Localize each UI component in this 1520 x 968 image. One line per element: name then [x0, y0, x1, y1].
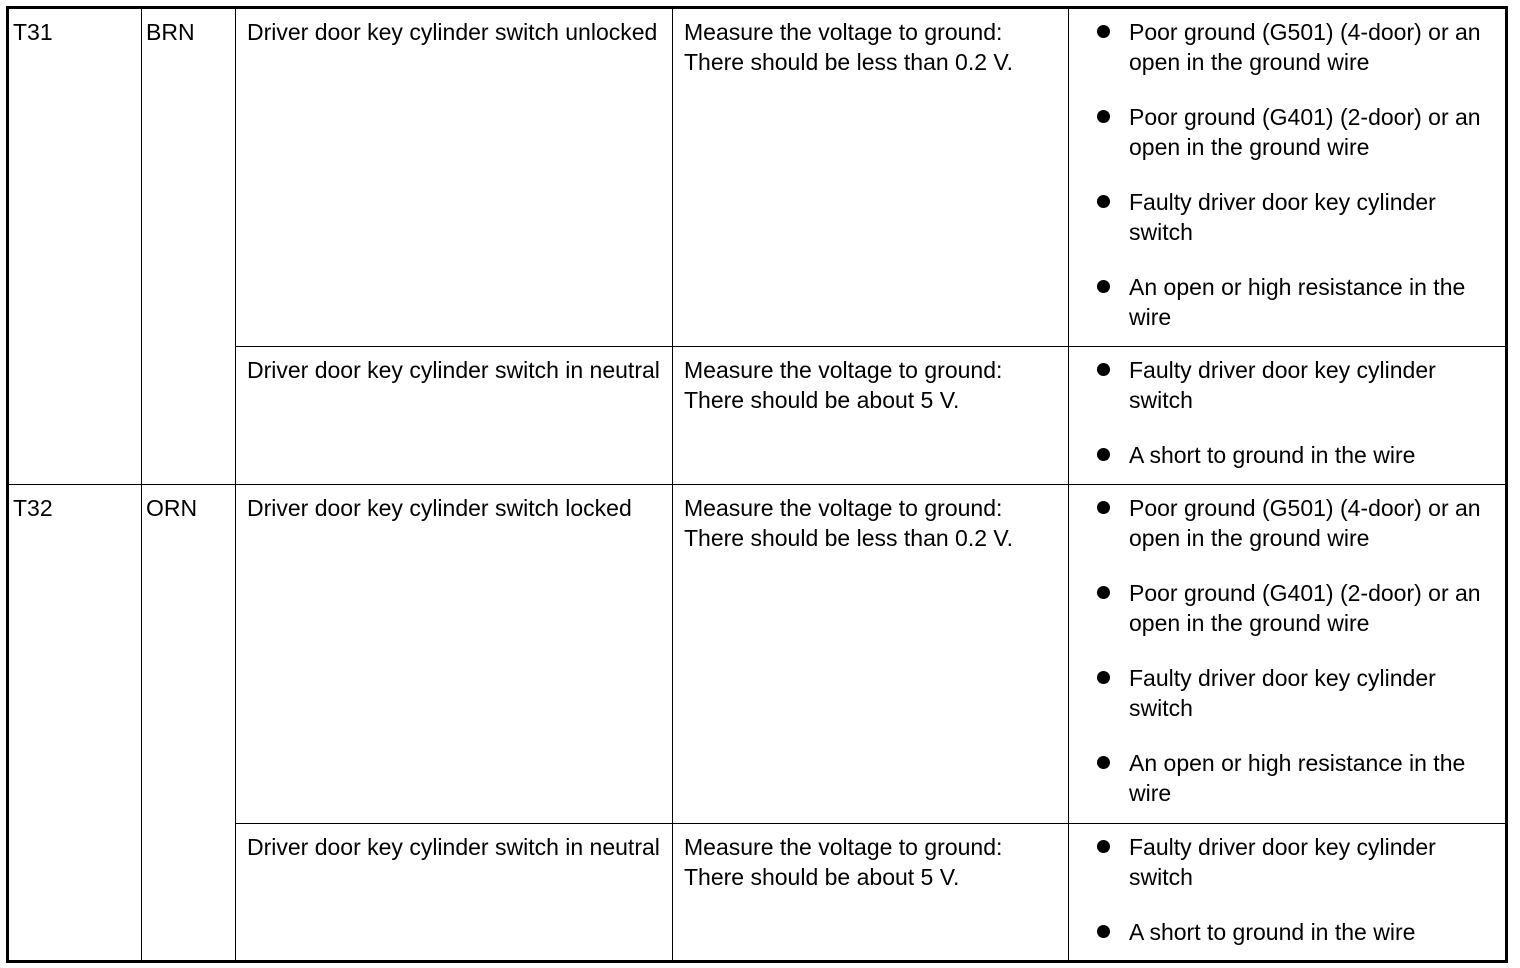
cause-text: Faulty driver door key cylinder switch [1129, 357, 1436, 413]
test-text [673, 347, 1068, 415]
test-cell [673, 485, 1069, 824]
bullet-icon [1097, 756, 1110, 769]
test-line: Measure the voltage to ground: [684, 495, 1003, 521]
test-line: Measure the voltage to ground: [684, 357, 1003, 383]
condition-cell [236, 824, 673, 962]
test-line: Measure the voltage to ground: [684, 19, 1003, 45]
wire-color-label: BRN [146, 19, 195, 45]
test-text [673, 9, 1068, 77]
causes-list [1069, 347, 1505, 480]
condition-cell [236, 347, 673, 485]
terminal-cell [8, 8, 142, 485]
terminal-cell [8, 485, 142, 962]
list-item [1069, 102, 1499, 162]
table-row [8, 485, 1507, 824]
test-line: Measure the voltage to ground: [684, 834, 1003, 860]
test-line: There should be about 5 V. [684, 864, 960, 890]
causes-cell [1069, 8, 1507, 347]
bullet-icon [1097, 925, 1110, 938]
list-item [1069, 748, 1499, 808]
test-cell [673, 8, 1069, 347]
test-line: There should be about 5 V. [684, 387, 960, 413]
bullet-icon [1097, 671, 1110, 684]
bullet-icon [1097, 586, 1110, 599]
causes-list [1069, 824, 1505, 957]
terminal-label: T31 [13, 19, 53, 45]
cause-text: Faulty driver door key cylinder switch [1129, 189, 1436, 245]
test-text [673, 824, 1068, 892]
cause-text: A short to ground in the wire [1129, 919, 1416, 945]
terminal-label: T32 [13, 495, 53, 521]
cause-text: Poor ground (G401) (2-door) or an open in the ground wire [1129, 104, 1481, 160]
cause-text: Faulty driver door key cylinder switch [1129, 834, 1436, 890]
bullet-icon [1097, 280, 1110, 293]
bullet-icon [1097, 25, 1110, 38]
bullet-icon [1097, 110, 1110, 123]
list-item [1069, 663, 1499, 723]
condition-text: Driver door key cylinder switch in neutral [247, 834, 660, 860]
causes-cell [1069, 485, 1507, 824]
table-row [8, 8, 1507, 347]
causes-list [1069, 9, 1505, 342]
cause-text: A short to ground in the wire [1129, 442, 1416, 468]
cause-text: An open or high resistance in the wire [1129, 274, 1466, 330]
list-item [1069, 917, 1499, 947]
list-item [1069, 832, 1499, 892]
wire-color-label: ORN [146, 495, 198, 521]
cause-text: Poor ground (G401) (2-door) or an open in the ground wire [1129, 580, 1481, 636]
condition-cell [236, 485, 673, 824]
wire-color-cell [142, 8, 236, 485]
cause-text: Faulty driver door key cylinder switch [1129, 665, 1436, 721]
cause-text: Poor ground (G501) (4-door) or an open in the ground wire [1129, 19, 1481, 75]
list-item [1069, 17, 1499, 77]
test-text [673, 485, 1068, 553]
condition-text: Driver door key cylinder switch unlocked [247, 19, 658, 45]
causes-cell [1069, 347, 1507, 485]
bullet-icon [1097, 363, 1110, 376]
list-item [1069, 440, 1499, 470]
cause-text: An open or high resistance in the wire [1129, 750, 1466, 806]
condition-cell [236, 8, 673, 347]
test-line: There should be less than 0.2 V. [684, 49, 1014, 75]
causes-cell [1069, 824, 1507, 962]
bullet-icon [1097, 448, 1110, 461]
wire-color-cell [142, 485, 236, 962]
list-item [1069, 272, 1499, 332]
bullet-icon [1097, 840, 1110, 853]
list-item [1069, 355, 1499, 415]
condition-text: Driver door key cylinder switch locked [247, 495, 632, 521]
test-cell [673, 347, 1069, 485]
test-cell [673, 824, 1069, 962]
diagnostic-table [6, 6, 1508, 963]
list-item [1069, 493, 1499, 553]
list-item [1069, 578, 1499, 638]
condition-text: Driver door key cylinder switch in neutral [247, 357, 660, 383]
bullet-icon [1097, 195, 1110, 208]
test-line: There should be less than 0.2 V. [684, 525, 1014, 551]
bullet-icon [1097, 501, 1110, 514]
cause-text: Poor ground (G501) (4-door) or an open in the ground wire [1129, 495, 1481, 551]
list-item [1069, 187, 1499, 247]
causes-list [1069, 485, 1505, 818]
